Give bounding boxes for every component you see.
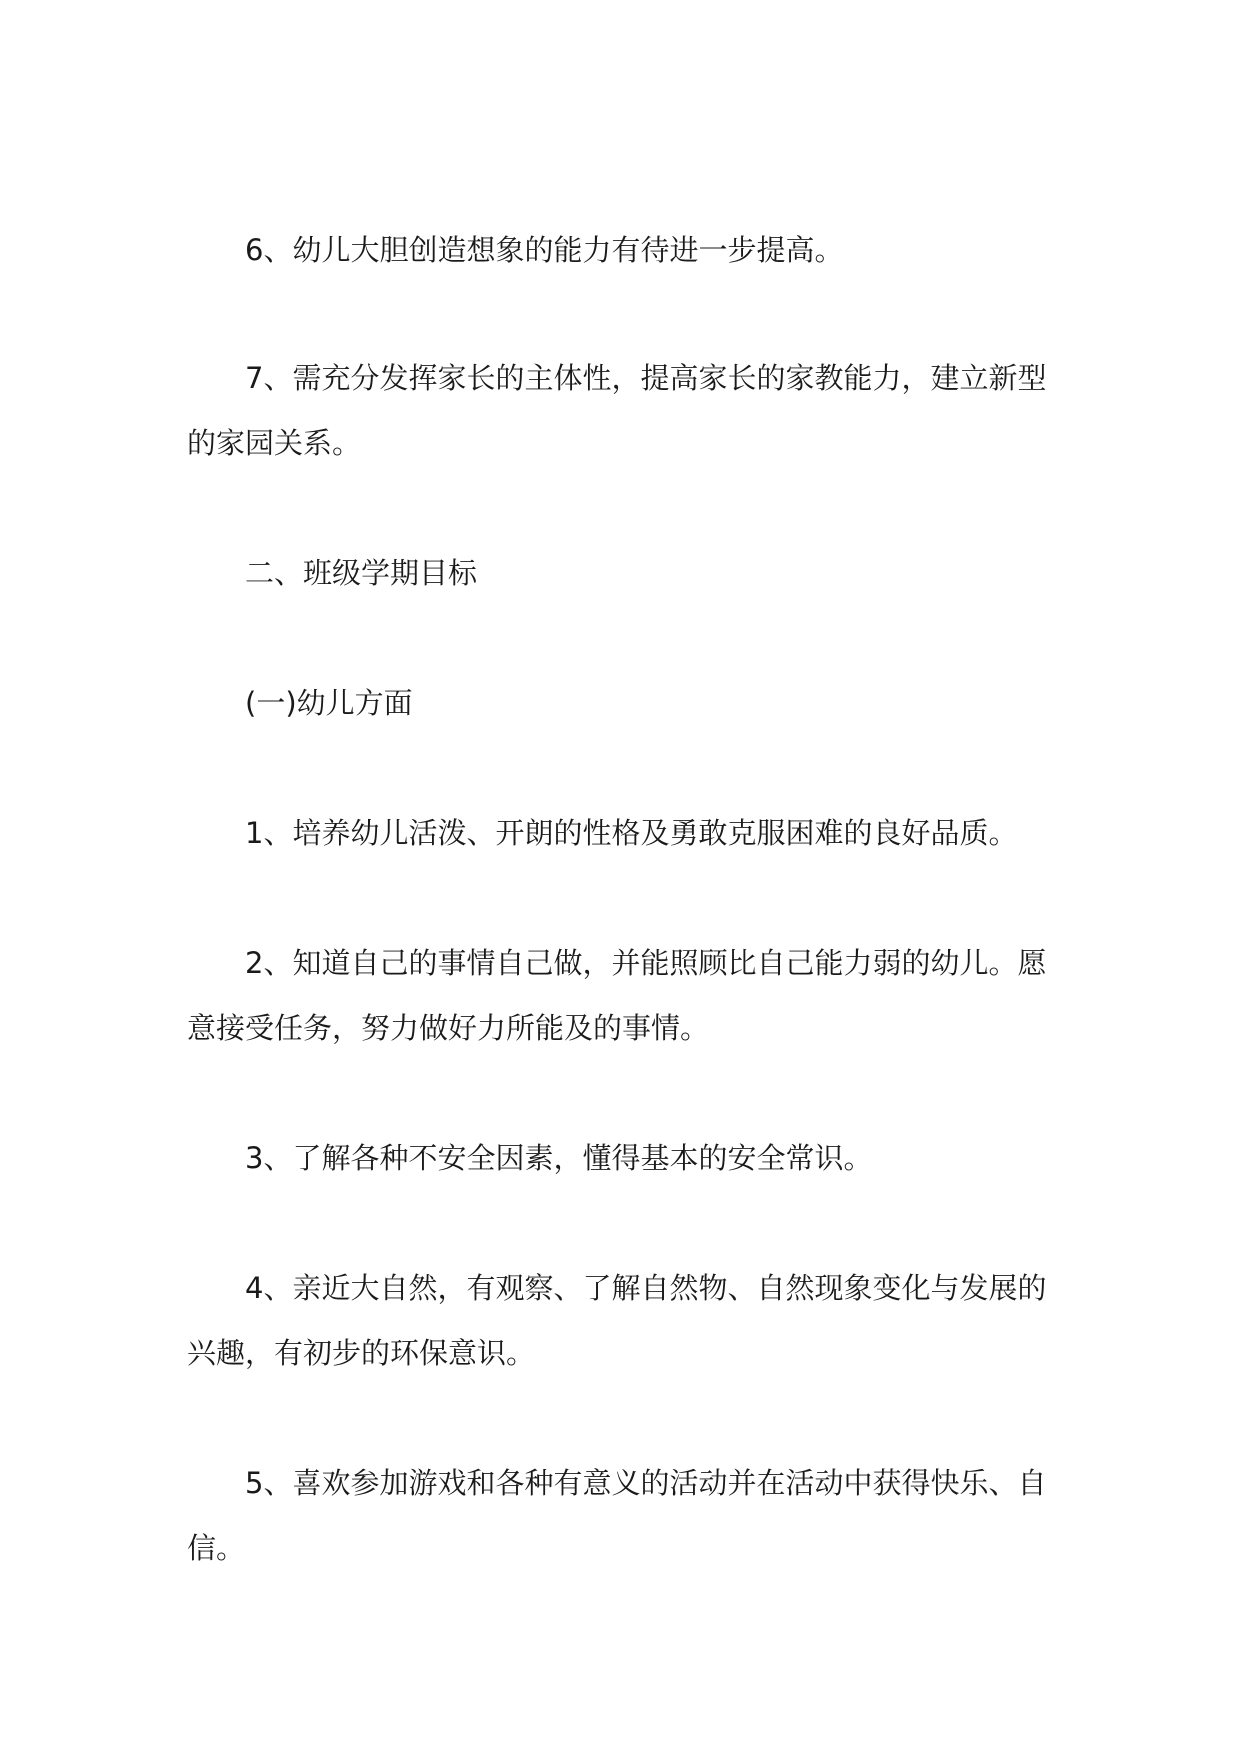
goal-item-2: 2、知道自己的事情自己做，并能照顾比自己能力弱的幼儿。愿意接受任务，努力做好力所能及的事情。: [187, 946, 1047, 1045]
goal-item-1: 1、培养幼儿活泼、开朗的性格及勇敢克服困难的良好品质。: [245, 816, 1018, 850]
section-heading-class-goals: 二、班级学期目标: [245, 556, 478, 590]
paragraph-item-6: 6、幼儿大胆创造想象的能力有待进一步提高。: [245, 233, 844, 267]
goal-item-5: 5、喜欢参加游戏和各种有意义的活动并在活动中获得快乐、自信。: [187, 1466, 1047, 1565]
goal-item-4: 4、亲近大自然，有观察、了解自然物、自然现象变化与发展的兴趣，有初步的环保意识。: [187, 1271, 1047, 1370]
paragraph-item-7: 7、需充分发挥家长的主体性，提高家长的家教能力，建立新型的家园关系。: [187, 361, 1047, 460]
subsection-heading-children: (一)幼儿方面: [245, 686, 413, 720]
goal-item-3: 3、了解各种不安全因素，懂得基本的安全常识。: [245, 1141, 873, 1175]
